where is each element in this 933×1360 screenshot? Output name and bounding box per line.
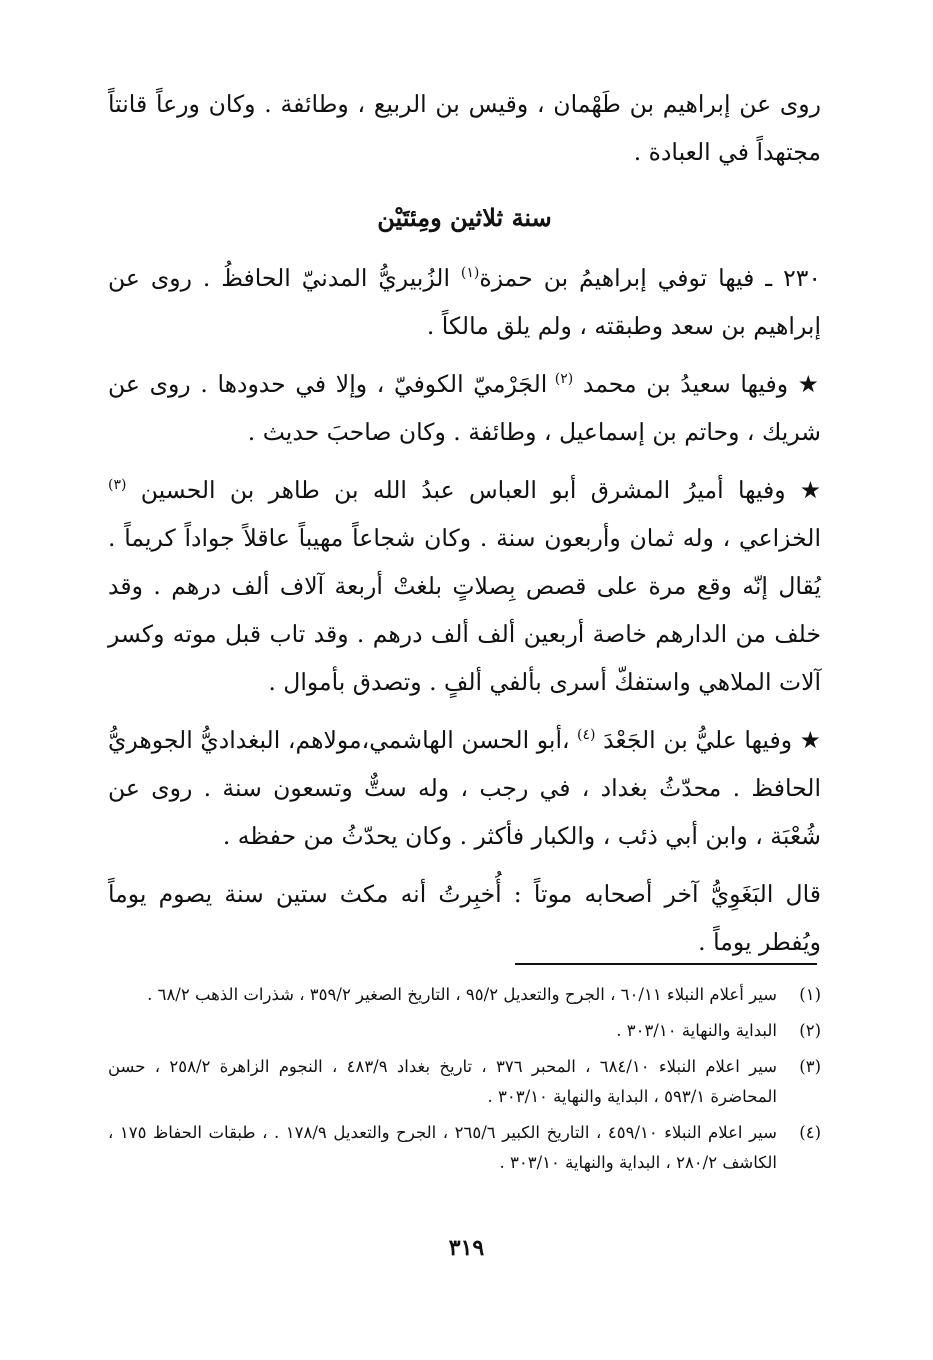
footnote-divider xyxy=(515,963,817,965)
footnote-number: (٤) xyxy=(799,1123,821,1142)
footnote-text: سير اعلام النبلاء ٦٨٤/١٠ ، المحبر ٣٧٦ ، تاريخ بغداد ٤٨٣/٩ ، النجوم الزاهرة ٢٥٨/٢ ، حسن المحاضرة ٥٩٣/١ ، البداية والنهاية ٣٠٣/١٠ . xyxy=(108,1057,777,1106)
saeed-rest: الجَرْميّ الكوفيّ ، وإلا في حدودها . روى عن شريك ، وحاتم بن إسماعيل ، وطائفة . وكان صاحبَ حديث . xyxy=(108,370,821,446)
year-heading: سنة ثلاثين ومِئتَيْن xyxy=(377,203,552,232)
footnote-4 xyxy=(108,1118,821,1178)
ali-start: ★ وفيها عليُّ بن الجَعْدَ xyxy=(595,726,821,754)
saeed-start: ★ وفيها سعيدُ بن محمد xyxy=(573,370,821,398)
footnote-text: سير أعلام النبلاء ٦٠/١١ ، الجرح والتعديل ٩٥/٢ ، التاريخ الصغير ٣٥٩/٢ ، شذرات الذهب ٦٨/٢ . xyxy=(147,985,777,1004)
entry-230-start: ٢٣٠ ـ فيها توفي إبراهيمُ بن حمزة xyxy=(479,264,821,292)
page-number: ٣١٩ xyxy=(448,1235,485,1261)
footnote-number: (١) xyxy=(799,985,821,1004)
entry-230-paragraph xyxy=(108,254,821,350)
entry-230-rest: الزُبيريُّ المدنيّ الحافظُ . روى عن إبراهيم بن سعد وطبقته ، ولم يلق مالكاً . xyxy=(108,264,821,340)
footnote-number: (٣) xyxy=(799,1057,821,1076)
footnotes xyxy=(108,980,821,1184)
saeed-paragraph xyxy=(108,360,821,456)
ali-paragraph xyxy=(108,716,821,860)
amir-rest: الخزاعي ، وله ثمان وأربعون سنة . وكان شجاعاً مهيباً عاقلاً جواداً كريماً . يُقال إنّه وقع مرة على قصص بِصلاتٍ بلغتْ أربعة آلاف ألف درهم . وقد خلف من الدارهم خاصة أربعين ألف ألف درهم . وقد تاب قبل موته وكسر آلات الملاهي واستفكّ أسرى بألفي ألفٍ . وتصدق بأموال . xyxy=(108,524,821,696)
footnote-ref-2[interactable]: (٢) xyxy=(554,371,574,388)
footnote-ref-4[interactable]: (٤) xyxy=(577,727,596,744)
amir-start: ★ وفيها أميرُ المشرق أبو العباس عبدُ الله بن طاهر بن الحسين xyxy=(126,476,821,504)
footnote-ref-3[interactable]: (٣) xyxy=(108,477,127,494)
footnote-text: البداية والنهاية ٣٠٣/١٠ . xyxy=(616,1021,777,1040)
footnote-2 xyxy=(108,1016,821,1046)
intro-paragraph: روى عن إبراهيم بن طَهْمان ، وقيس بن الربيع ، وطائفة . وكان ورعاً قانتاً مجتهداً في العبادة . xyxy=(108,90,821,166)
footnote-number: (٢) xyxy=(799,1021,821,1040)
baghawi-paragraph: قال البَغَوِيُّ آخر أصحابه موتاً : أُخبِرتُ أنه مكث ستين سنة يصوم يوماً ويُفطر يوماً . xyxy=(108,880,821,956)
main-text xyxy=(108,80,821,966)
footnote-1 xyxy=(108,980,821,1010)
footnote-3 xyxy=(108,1052,821,1112)
amir-paragraph xyxy=(108,466,821,706)
ali-rest: ،أبو الحسن الهاشمي،مولاهم، البغداديُّ الجوهريُّ الحافظ . محدّثُ بغداد ، في رجب ، وله ستٌّ وتسعون سنة . روى عن شُعْبَة ، وابن أبي ذئب ، والكبار فأكثر . وكان يحدّثُ من حفظه . xyxy=(108,726,821,850)
footnote-text: سير اعلام النبلاء ٤٥٩/١٠ ، التاريخ الكبير ٢٦٥/٦ ، الجرح والتعديل ١٧٨/٩ . ، طبقات الحفاظ ١٧٥ ، الكاشف ٢٨٠/٢ ، البداية والنهاية ٣٠٣/١٠ . xyxy=(108,1123,777,1172)
footnote-ref-1[interactable]: (١) xyxy=(460,265,480,282)
